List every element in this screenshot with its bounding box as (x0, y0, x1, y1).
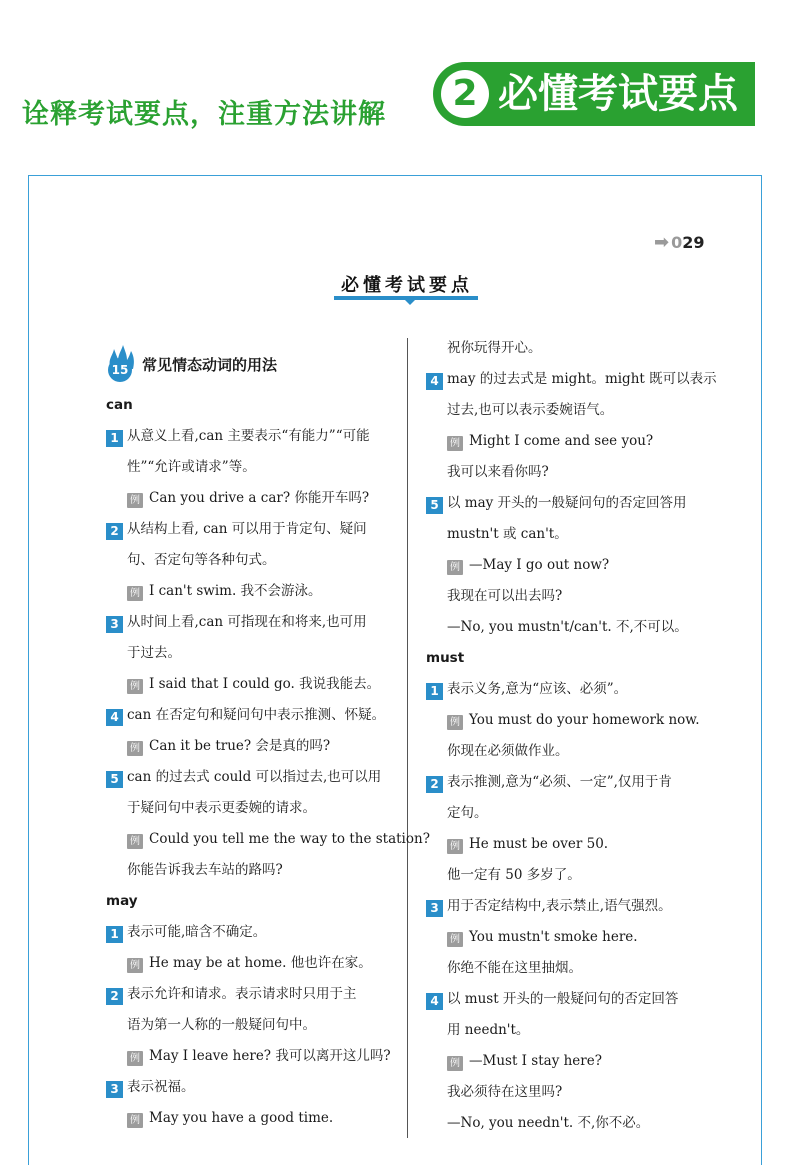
must-point-4: 4 以 must 开头的一般疑问句的否定回答 (426, 984, 716, 1015)
example-line: 例 May I leave here? 我可以离开这儿吗? (106, 1041, 396, 1072)
example-marker-icon: 例 (127, 586, 143, 601)
example-line: 例 —May I go out now? (426, 550, 716, 581)
left-column: 15 常见情态动词的用法 can 1 从意义上看,can 主要表示“有能力”“可能 性”“允许或请求”等。 例 Can you drive a car? 你能开车吗? 2 从结构上看, can 可以用于肯定句、疑问 句、否定句等各种句式。 例 I can't swim. 我不会游泳。 3 从时间上看,can 可指现在和将来,也可用 于过去。 例 I said that I could go. 我说我能去。 4 can 在否定句和疑问句中表示推测、怀疑。 例 Can it be true? 会是真的吗? 5 can 的过去式 could 可以指过去,也可以用 于疑问句中表示更委婉的请求。 例 Could you tell me the way to the station? 你能告诉我去车站的路吗? may 1 表示可能,暗含不确定。 例 He may be at home. 他也许在家。 2 表示允许和请求。表示请求时只用于主 语为第一人称的一般疑问句中。 例 May I leave here? 我可以离开这儿吗? 3 表示祝福。 例 May you have a good time. (106, 338, 396, 1134)
example-marker-icon: 例 (127, 493, 143, 508)
page-number (654, 232, 705, 253)
example-line: 例 I said that I could go. 我说我能去。 (106, 669, 396, 700)
may-point-1: 1 表示可能,暗含不确定。 (106, 917, 396, 948)
example-marker-icon: 例 (127, 1051, 143, 1066)
example-marker-icon: 例 (447, 436, 463, 451)
arrow-right-icon: ➡ (654, 232, 670, 253)
point-number: 1 (106, 430, 123, 447)
example-line: 例 You mustn't smoke here. (426, 922, 716, 953)
flame-icon (106, 345, 136, 383)
must-point-3: 3 用于否定结构中,表示禁止,语气强烈。 (426, 891, 716, 922)
may-point-4: 4 may 的过去式是 might。might 既可以表示 (426, 364, 716, 395)
point-number: 3 (106, 616, 123, 633)
example-line: 例 —Must I stay here? (426, 1046, 716, 1077)
example-line: 例 He must be over 50. (426, 829, 716, 860)
example-marker-icon: 例 (127, 1113, 143, 1128)
must-point-1: 1 表示义务,意为“应该、必须”。 (426, 674, 716, 705)
example-marker-icon: 例 (127, 958, 143, 973)
keyword-may: may (106, 893, 138, 909)
section-underline-pointer (404, 299, 416, 305)
example-marker-icon: 例 (447, 715, 463, 730)
point-number: 2 (106, 523, 123, 540)
banner-subtitle: 诠释考试要点，注重方法讲解 (22, 99, 386, 130)
topic-header (106, 338, 396, 390)
banner-title: 必懂考试要点 (498, 71, 738, 117)
point-number: 4 (426, 993, 443, 1010)
section-title: 必懂考试要点 (341, 275, 473, 296)
may-point-5: 5 以 may 开头的一般疑问句的否定回答用 (426, 488, 716, 519)
point-number: 1 (426, 683, 443, 700)
example-marker-icon: 例 (447, 1056, 463, 1071)
point-number: 2 (426, 776, 443, 793)
point-number: 3 (106, 1081, 123, 1098)
point-number: 3 (426, 900, 443, 917)
point-number: 4 (426, 373, 443, 390)
can-point-3: 3 从时间上看,can 可指现在和将来,也可用 (106, 607, 396, 638)
right-column: 祝你玩得开心。 4 may 的过去式是 might。might 既可以表示 过去,也可以表示委婉语气。 例 Might I come and see you? 我可以来看你吗? 5 以 may 开头的一般疑问句的否定回答用 mustn't 或 can't。 例 —May I go out now? 我现在可以出去吗? —No, you mustn't/can't. 不,不可以。 must 1 表示义务,意为“应该、必须”。 例 You must do your homework now. 你现在必须做作业。 2 表示推测,意为“必须、一定”,仅用于肯 定句。 例 He must be over 50. 他一定有 50 多岁了。 3 用于否定结构中,表示禁止,语气强烈。 例 You mustn't smoke here. 你绝不能在这里抽烟。 4 以 must 开头的一般疑问句的否定回答 用 needn't。 例 —Must I stay here? 我必须待在这里吗? —No, you needn't. 不,你不必。 (426, 340, 717, 1131)
may-point-3: 3 表示祝福。 (106, 1072, 396, 1103)
example-line: 例 May you have a good time. (106, 1103, 396, 1134)
keyword-must: must (426, 650, 465, 666)
example-line: 例 I can't swim. 我不会游泳。 (106, 576, 396, 607)
must-point-2: 2 表示推测,意为“必须、一定”,仅用于肯 (426, 767, 716, 798)
example-line: 例 You must do your homework now. (426, 705, 716, 736)
example-line: 例 Could you tell me the way to the station? (106, 824, 396, 855)
may-point-2: 2 表示允许和请求。表示请求时只用于主 (106, 979, 396, 1010)
point-number: 1 (106, 926, 123, 943)
example-marker-icon: 例 (447, 839, 463, 854)
point-number: 5 (106, 771, 123, 788)
example-marker-icon: 例 (127, 679, 143, 694)
example-marker-icon: 例 (447, 560, 463, 575)
example-marker-icon: 例 (127, 741, 143, 756)
topic-number: 15 (108, 358, 132, 382)
can-point-4: 4 can 在否定句和疑问句中表示推测、怀疑。 (106, 700, 396, 731)
can-point-1: 1 从意义上看,can 主要表示“有能力”“可能 (106, 421, 396, 452)
keyword-can: can (106, 397, 133, 413)
example-line: 例 Might I come and see you? (426, 426, 716, 457)
page-number-value: 29 (682, 233, 705, 252)
topic-title: 常见情态动词的用法 (142, 355, 278, 374)
example-line: 例 Can it be true? 会是真的吗? (106, 731, 396, 762)
example-line: 例 He may be at home. 他也许在家。 (106, 948, 396, 979)
example-marker-icon: 例 (127, 834, 143, 849)
banner-number-badge: 2 (441, 70, 489, 118)
point-number: 2 (106, 988, 123, 1005)
example-marker-icon: 例 (447, 932, 463, 947)
can-point-2: 2 从结构上看, can 可以用于肯定句、疑问 (106, 514, 396, 545)
page-number-prefix: 0 (671, 233, 683, 252)
point-number: 5 (426, 497, 443, 514)
example-line: 例 Can you drive a car? 你能开车吗? (106, 483, 396, 514)
can-point-5: 5 can 的过去式 could 可以指过去,也可以用 (106, 762, 396, 793)
column-divider (407, 338, 408, 1138)
point-number: 4 (106, 709, 123, 726)
